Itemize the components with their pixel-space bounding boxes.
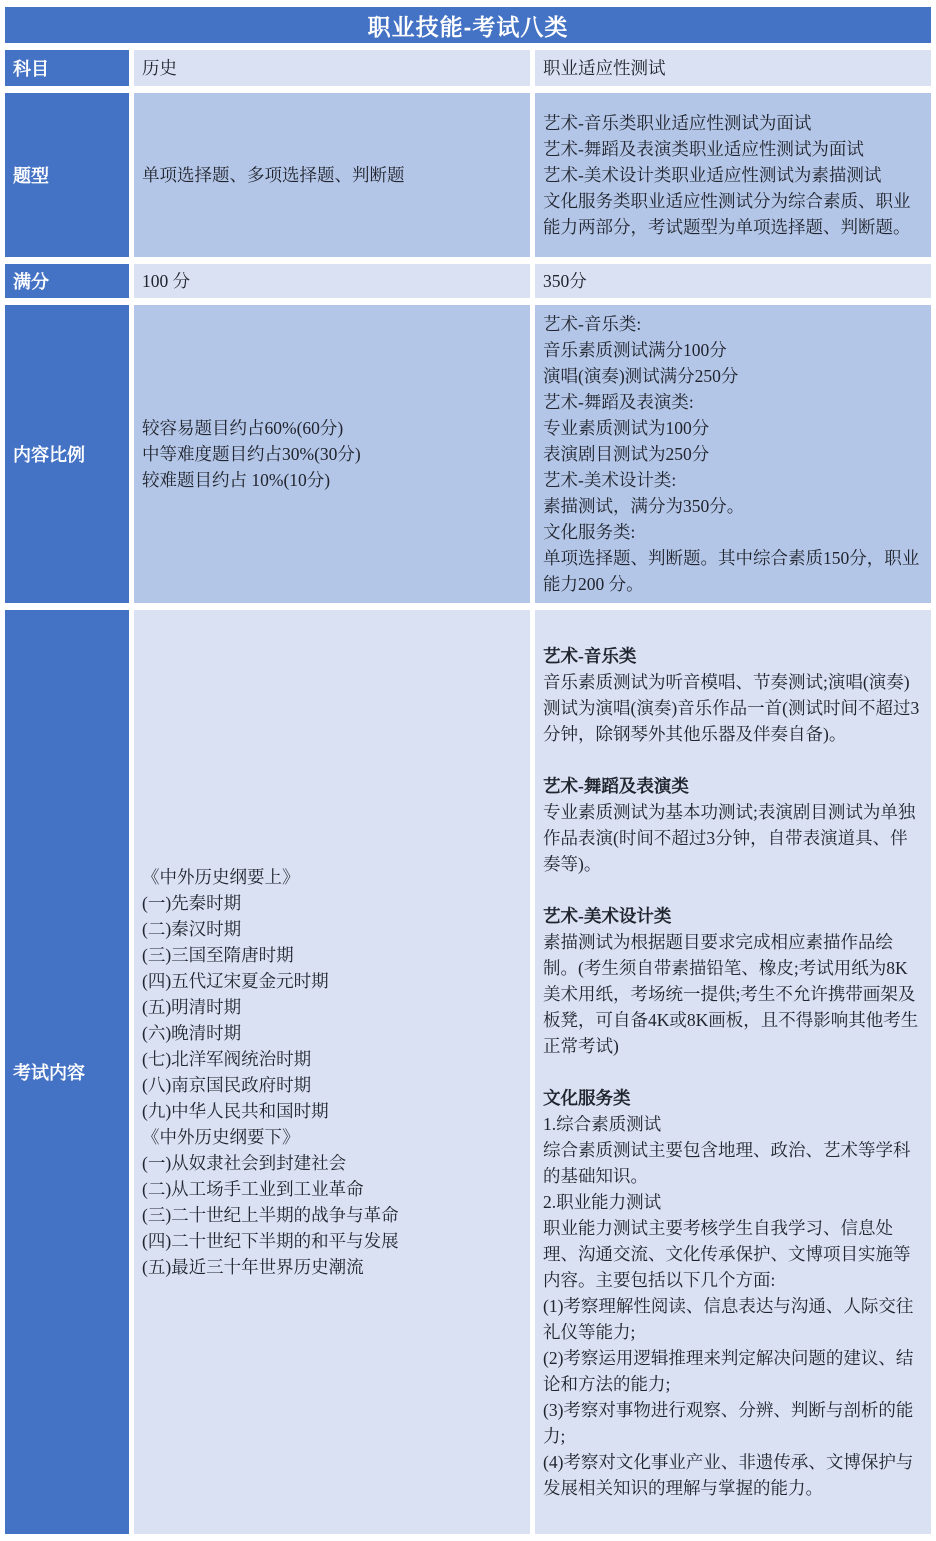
- cell-line: (2)考察运用逻辑推理来判定解决问题的建议、结论和方法的能力;: [543, 1348, 914, 1394]
- cell-line: 表演剧目测试为250分: [543, 444, 710, 464]
- cell-subject-middle: [134, 50, 530, 86]
- blank-line: [543, 877, 921, 903]
- cell-line: 艺术-音乐类: [543, 646, 637, 666]
- cell-line: 文化服务类职业适应性测试分为综合素质、职业能力两部分，考试题型为单项选择题、判断题。: [543, 191, 911, 237]
- table-row-exam-content: [5, 610, 931, 1534]
- cell-line: (一)从奴隶社会到封建社会: [142, 1153, 347, 1173]
- cell-line: 职业能力测试主要考核学生自我学习、信息处理、沟通交流、文化传承保护、文博项目实施等内容。主要包括以下几个方面:: [543, 1218, 911, 1290]
- title-row: [5, 7, 931, 43]
- row-label-full-score: 满分: [5, 264, 129, 298]
- cell-line: (三)三国至隋唐时期: [142, 945, 294, 965]
- cell-line: 艺术-美术设计类: [543, 906, 672, 926]
- cell-subject-right: [535, 50, 931, 86]
- cell-line: 艺术-美术设计类:: [543, 470, 677, 490]
- cell-line: (3)考察对事物进行观察、分辨、判断与剖析的能力;: [543, 1400, 914, 1446]
- cell-line: (九)中华人民共和国时期: [142, 1101, 329, 1121]
- cell-line: (七)北洋军阀统治时期: [142, 1049, 312, 1069]
- cell-question-types-right: [535, 93, 931, 257]
- blank-line: [543, 1059, 921, 1085]
- cell-line: 单项选择题、判断题。其中综合素质150分，职业能力200 分。: [543, 548, 920, 594]
- cell-line: 职业适应性测试: [543, 58, 666, 78]
- cell-question-types-middle: [134, 93, 530, 257]
- cell-line: 音乐素质测试满分100分: [543, 340, 727, 360]
- cell-content-ratio-right: [535, 305, 931, 603]
- cell-line: (六)晚清时期: [142, 1023, 242, 1043]
- row-label-subject: 科目: [5, 50, 129, 86]
- cell-line: 素描测试，满分为350分。: [543, 496, 745, 516]
- cell-line: 2.职业能力测试: [543, 1192, 662, 1212]
- cell-line: 中等难度题目约占30%(30分): [142, 444, 361, 464]
- table-row-subject: [5, 50, 931, 86]
- cell-line: 专业素质测试为100分: [543, 418, 710, 438]
- cell-line: 综合素质测试主要包含地理、政治、艺术等学科的基础知识。: [543, 1140, 911, 1186]
- cell-line: 素描测试为根据题目要求完成相应素描作品绘制。(考生须自带素描铅笔、橡皮;考试用纸为8K美术用纸，考场统一提供;考生不允许携带画架及板凳，可自备4K或8K画板，且不得影响其他考生正常考试): [543, 932, 919, 1056]
- cell-line: 《中外历史纲要下》: [142, 1127, 300, 1147]
- cell-content-ratio-middle: [134, 305, 530, 603]
- cell-line: (4)考察对文化事业产业、非遗传承、文博保护与发展相关知识的理解与掌握的能力。: [543, 1452, 914, 1498]
- cell-line: 艺术-音乐类职业适应性测试为面试: [543, 113, 812, 133]
- cell-line: 文化服务类: [543, 1088, 631, 1108]
- cell-line: (五)明清时期: [142, 997, 242, 1017]
- cell-line: 1.综合素质测试: [543, 1114, 662, 1134]
- cell-line: 较难题目约占 10%(10分): [142, 470, 331, 490]
- row-label-exam-content: 考试内容: [5, 610, 129, 1534]
- cell-line: 单项选择题、多项选择题、判断题: [142, 165, 405, 185]
- cell-full-score-right: [535, 264, 931, 298]
- cell-line: (二)秦汉时期: [142, 919, 242, 939]
- table-title: 职业技能-考试八类: [5, 7, 931, 43]
- cell-line: (八)南京国民政府时期: [142, 1075, 312, 1095]
- cell-line: 专业素质测试为基本功测试;表演剧目测试为单独作品表演(时间不超过3分钟，自带表演道具、伴奏等)。: [543, 802, 916, 874]
- row-label-question-types: 题型: [5, 93, 129, 257]
- cell-line: 艺术-音乐类:: [543, 314, 642, 334]
- cell-line: 艺术-美术设计类职业适应性测试为素描测试: [543, 165, 882, 185]
- cell-full-score-middle: [134, 264, 530, 298]
- row-label-content-ratio: 内容比例: [5, 305, 129, 603]
- cell-line: (四)五代辽宋夏金元时期: [142, 971, 329, 991]
- table-row-question-types: [5, 93, 931, 257]
- cell-line: 艺术-舞蹈及表演类:: [543, 392, 694, 412]
- cell-line: 100 分: [142, 271, 191, 291]
- cell-line: 较容易题目约占60%(60分): [142, 418, 344, 438]
- table-row-content-ratio: [5, 305, 931, 603]
- cell-line: 350分: [543, 271, 587, 291]
- cell-line: (五)最近三十年世界历史潮流: [142, 1257, 364, 1277]
- cell-line: 艺术-舞蹈及表演类职业适应性测试为面试: [543, 139, 864, 159]
- cell-line: 艺术-舞蹈及表演类: [543, 776, 689, 796]
- blank-line: [543, 747, 921, 773]
- cell-line: 演唱(演奏)测试满分250分: [543, 366, 739, 386]
- cell-line: 音乐素质测试为听音模唱、节奏测试;演唱(演奏)测试为演唱(演奏)音乐作品一首(测试时间不超过3分钟，除钢琴外其他乐器及伴奏自备)。: [543, 672, 920, 744]
- cell-exam-content-right: [535, 610, 931, 1534]
- cell-line: 历史: [142, 58, 177, 78]
- cell-line: (四)二十世纪下半期的和平与发展: [142, 1231, 399, 1251]
- cell-line: (一)先秦时期: [142, 893, 242, 913]
- cell-line: (二)从工场手工业到工业革命: [142, 1179, 364, 1199]
- cell-line: 文化服务类:: [543, 522, 636, 542]
- table-row-full-score: [5, 264, 931, 298]
- cell-line: (1)考察理解性阅读、信息表达与沟通、人际交往礼仪等能力;: [543, 1296, 914, 1342]
- cell-line: (三)二十世纪上半期的战争与革命: [142, 1205, 399, 1225]
- cell-line: 《中外历史纲要上》: [142, 867, 300, 887]
- cell-exam-content-middle: [134, 610, 530, 1534]
